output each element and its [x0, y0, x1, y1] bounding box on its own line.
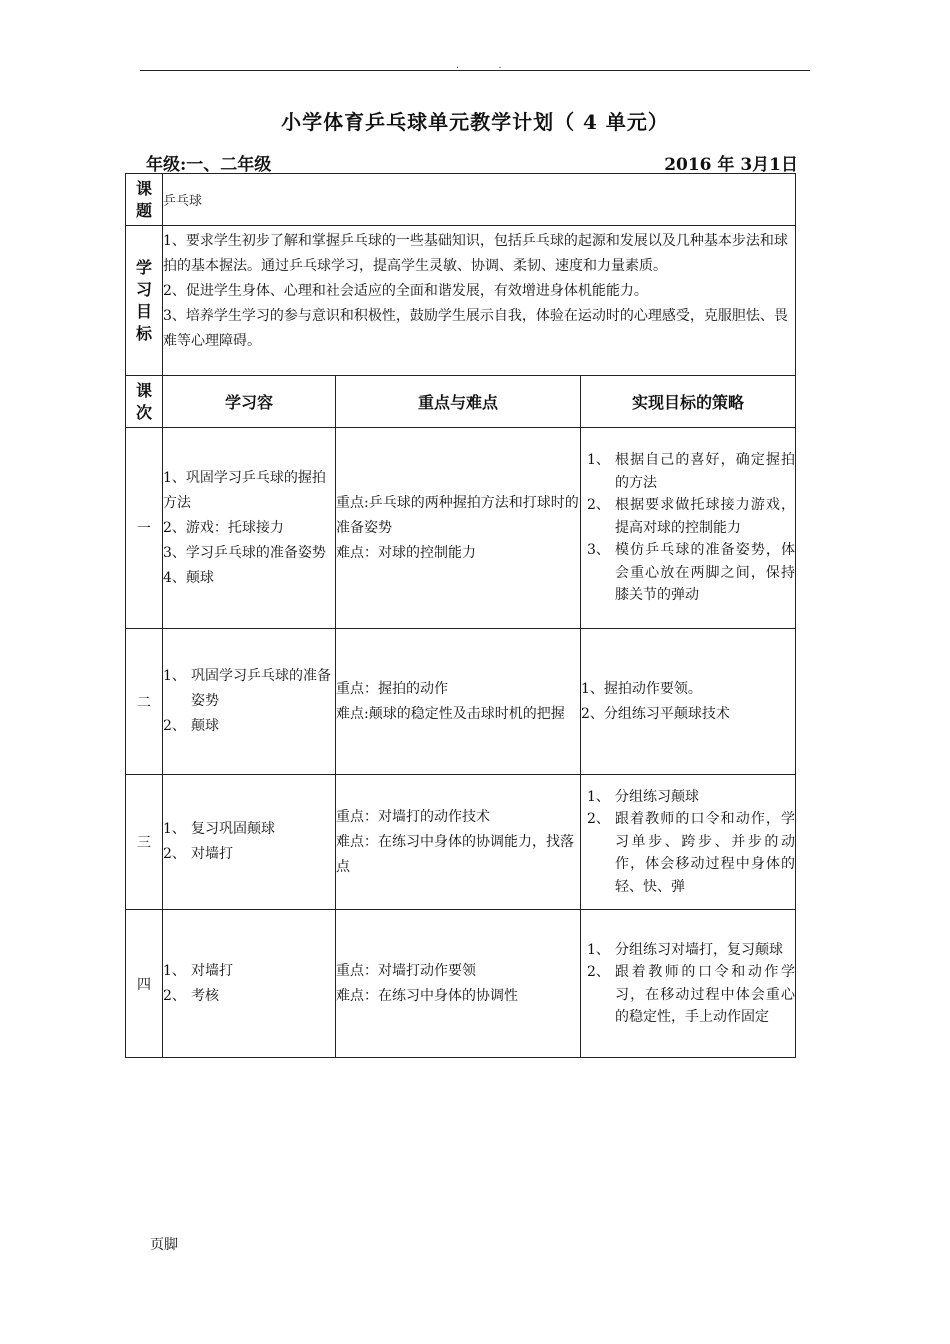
content-item: 2、 对墙打 [163, 846, 233, 862]
lesson-content [163, 428, 336, 629]
lesson-key-points [336, 775, 581, 910]
grade-label: 年级:一、二年级 [146, 155, 272, 175]
content-item: 4、颠球 [163, 569, 214, 586]
content-item: 1、 巩固学习乒乓球的准备姿势 [163, 668, 331, 709]
difficulty: 难点：在练习中身体的协调能力，找落点 [336, 833, 574, 875]
goals-label [126, 226, 163, 376]
lesson-strategy [581, 428, 796, 629]
header-dots: . . [456, 60, 520, 71]
key-point: 重点：对墙打动作要领 [336, 962, 476, 979]
goals-text [163, 226, 796, 376]
lesson-row [126, 910, 796, 1058]
content-item: 1、 对墙打 [163, 962, 233, 979]
strategy-item: 1、 分组练习对墙打，复习颠球 [587, 941, 783, 958]
lesson-row [126, 775, 796, 910]
goals-label-char: 目 [135, 301, 152, 321]
lesson-content [163, 629, 336, 775]
strategy-item: 1、握拍动作要领。 [581, 680, 702, 697]
content-item: 2、游戏：托球接力 [163, 519, 284, 536]
lesson-number: 二 [126, 629, 163, 775]
strategy-item: 2、分组练习平颠球技术 [581, 705, 730, 722]
content-item: 1、巩固学习乒乓球的握拍方法 [163, 469, 326, 511]
lesson-content [163, 775, 336, 910]
goal-item: 1、要求学生初步了解和掌握乒乓球的一些基础知识，包括乒乓球的起源和发展以及几种基本步法和球拍的基本握法。通过乒乓球学习，提高学生灵敏、协调、柔韧、速度和力量素质。 [163, 233, 788, 274]
lesson-key-points [336, 428, 581, 629]
topic-row [126, 174, 796, 226]
goals-row [126, 226, 796, 376]
page-footer: 页脚 [150, 1237, 178, 1253]
lesson-label-char: 课 [135, 380, 152, 400]
header-rule [140, 70, 810, 71]
topic-label-char: 题 [135, 200, 152, 220]
strategy-item: 2、 跟着教师的口令和动作，学习单步、跨步、并步的动作，体会移动过程中身体的轻、快、弹 [587, 811, 796, 895]
goals-label-char: 习 [135, 279, 152, 299]
lesson-plan-table [125, 173, 796, 1058]
goal-item: 2、促进学生身体、心理和社会适应的全面和谐发展，有效增进身体机能能力。 [163, 283, 648, 299]
difficulty: 难点:颠球的稳定性及击球时机的把握 [336, 705, 565, 722]
lesson-label-char: 次 [135, 402, 152, 422]
lesson-number: 一 [126, 428, 163, 629]
difficulty: 难点：在练习中身体的协调性 [336, 987, 518, 1004]
topic-label-char: 课 [135, 178, 152, 198]
goals-label-char: 学 [135, 257, 152, 277]
lesson-key-points [336, 629, 581, 775]
lesson-number: 四 [126, 910, 163, 1058]
content-item: 1、 复习巩固颠球 [163, 821, 275, 837]
content-item: 3、学习乒乓球的准备姿势 [163, 544, 326, 561]
strategy-item: 1、 根据自己的喜好，确定握拍的方法 [587, 452, 796, 491]
topic-label [126, 174, 163, 226]
lesson-strategy [581, 910, 796, 1058]
lesson-strategy [581, 629, 796, 775]
goals-label-char: 标 [135, 323, 152, 343]
topic-value: 乒乓球 [163, 174, 796, 226]
content-item: 2、 考核 [163, 987, 219, 1004]
lesson-strategy [581, 775, 796, 910]
strategy-item: 2、 根据要求做托球接力游戏，提高对球的控制能力 [587, 497, 796, 536]
lesson-content [163, 910, 336, 1058]
lesson-key-points [336, 910, 581, 1058]
strategy-item: 3、 模仿乒乓球的准备姿势，体会重心放在两脚之间，保持膝关节的弹动 [587, 542, 796, 604]
goal-item: 3、培养学生学习的参与意识和积极性，鼓励学生展示自我，体验在运动时的心理感受，克服胆怯、畏难等心理障碍。 [163, 308, 788, 349]
lesson-row [126, 428, 796, 629]
key-point: 重点：对墙打的动作技术 [336, 808, 490, 825]
lesson-label [126, 376, 163, 428]
lesson-number: 三 [126, 775, 163, 910]
lesson-row [126, 629, 796, 775]
date-label: 2016 年 3月1日 [664, 155, 798, 175]
column-header-key-points: 重点与难点 [336, 376, 581, 428]
key-point: 重点:乒乓球的两种握拍方法和打球时的准备姿势 [336, 494, 579, 536]
strategy-item: 2、 跟着教师的口令和动作学习，在移动过程中体会重心的稳定性，手上动作固定 [587, 964, 796, 1025]
column-header-content: 学习容 [163, 376, 336, 428]
content-item: 2、 颠球 [163, 718, 219, 734]
key-point: 重点：握拍的动作 [336, 680, 448, 697]
difficulty: 难点：对球的控制能力 [336, 544, 476, 561]
column-header-row [126, 376, 796, 428]
document-title: 小学体育乒乓球单元教学计划（ 4 单元） [281, 110, 669, 134]
column-header-strategy: 实现目标的策略 [581, 376, 796, 428]
strategy-item: 1、 分组练习颠球 [587, 788, 699, 805]
